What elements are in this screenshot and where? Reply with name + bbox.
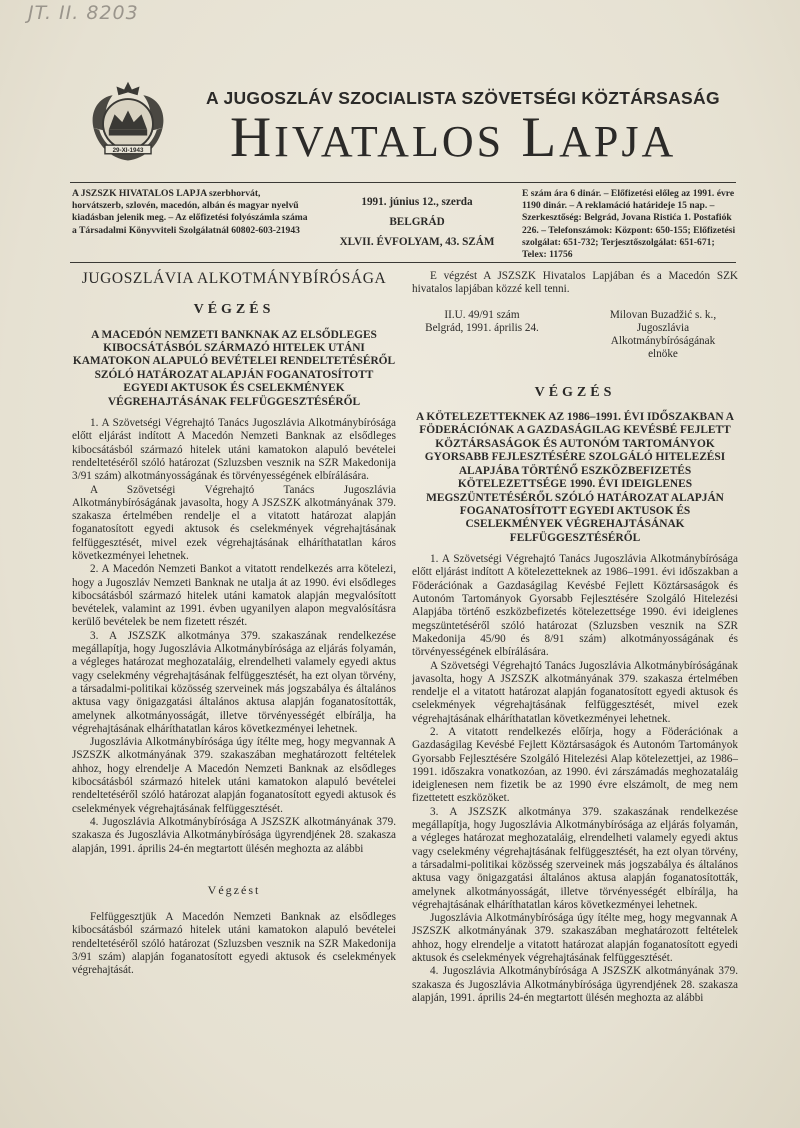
paragraph: Jugoszlávia Alkotmánybírósága úgy ítélte meg, hogy megvannak A JSZSZK alkotmányának 379. szakaszában meghatározott feltételek ahhoz, hogy elrendelje a vitatott határozat alapján foganatosított egyedi aktusok és cselekmények végrehajtásának felfüggesztését. (412, 912, 738, 965)
signatory-name: Milovan Buzadžić s. k., (609, 308, 717, 321)
paragraph: 1. A Szövetségi Végrehajtó Tanács Jugoszlávia Alkotmánybírósága előtt eljárást indított A kötelezetteknek az 1986–1991. évi időszakban a Föderációnak a Gazdaságilag Kevésbé Fejlett Köztársaságok és Autonóm Tartományok Gyorsabb Fejlesztésére Szolgáló Hitelezési Alapjába történő eszközbefizetés kötelezettsége 1990. évi ideiglenes megszüntetéséről szóló határozat (Szluzsben vesznik na SZR Makedonija 45/90 és 8/91 szám) alkotmányosságának és törvényességének elbírálására. (412, 553, 738, 659)
paragraph: 4. Jugoszlávia Alkotmánybírósága A JSZSZK alkotmányának 379. szakasza és Jugoszlávia Alkotmánybírósága ügyrendjének 28. szakasza alapján, 1991. április 24-én megtartott ülésén meghozta az alábbi (72, 815, 396, 855)
case-number: II.U. 49/91 szám (444, 308, 520, 321)
signature-block (412, 309, 738, 362)
right-column (412, 270, 738, 1005)
masthead-title-l: L (521, 106, 560, 169)
issue-number: XLVII. ÉVFOLYAM, 43. SZÁM (339, 236, 495, 248)
paragraph: 4. Jugoszlávia Alkotmánybírósága A JSZSZK alkotmányának 379. szakasza és Jugoszlávia Alkotmánybírósága ügyrendjének 28. szakasza alapján, 1991. április 24-én megtartott ülésén meghozta az alábbi (412, 965, 738, 1004)
decision-heading: A KÖTELEZETTEKNEK AZ 1986–1991. ÉVI IDŐSZAKBAN A FÖDERÁCIÓNAK A GAZDASÁGILAG KEVÉSBÉ FEJLETT KÖZTÁRSASÁGOK ÉS AUTONÓM TARTOMÁNYOK GYORSABB FEJLESZTÉSÉRE SZOLGÁLÓ HITELEZÉSI ALAPJÁBA TÖRTÉNŐ ESZKÖZBEFIZETÉS KÖTELEZETTSÉGE 1990. ÉVI IDEIGLENES MEGSZÜNTETÉSÉRŐL SZÓLÓ HATÁROZAT ALAPJÁN FOGANATOSÍTOTT EGYEDI AKTUSOK ÉS CSELEKMÉNYEK VÉGREHAJTÁSÁNAK FELFÜGGESZTÉSÉRŐL (415, 411, 735, 544)
masthead-title (230, 108, 750, 172)
state-emblem-icon (80, 76, 176, 172)
masthead-title-apja: APJA (559, 117, 677, 166)
decision-title: VÉGZÉS (193, 302, 275, 318)
header-rule-bottom (70, 262, 736, 263)
price-contact-info: E szám ára 6 dinár. – Előfizetési előleg az 1991. évre 1190 dinár. – A reklamáció határideje 15 nap. – Szerkesztőség: Belgrád, Jovana Ristića 1. Postafiók 226. – Telefonszámok: Központ: 650-155; Előfizetési szolgálat: 651-732; Terjesztőszolgálat: 651-671; Telex: 11756 (522, 188, 736, 261)
case-date: Belgrád, 1991. április 24. (425, 321, 539, 334)
decision-heading: A MACEDÓN NEMZETI BANKNAK AZ ELSŐDLEGES KIBOCSÁTÁSBÓL SZÁRMAZÓ HITELEK UTÁNI KAMATOKON ALAPULÓ BEVÉTELEI RENDELTETÉSÉRŐL SZÓLÓ HATÁROZAT ALAPJÁN FOGANATOSÍTOTT EGYEDI AKTUSOK ÉS CSELEKMÉNYEK VÉGREHAJTÁSÁNAK FELFÜGGESZTÉSÉRŐL (72, 328, 396, 408)
signatory-title-line: elnöke (648, 348, 678, 361)
issue-info (322, 192, 512, 252)
issue-place: BELGRÁD (389, 216, 445, 228)
paragraph: 3. A JSZSZK alkotmánya 379. szakaszának rendelkezése megállapítja, hogy Jugoszlávia Alkotmánybírósága az eljárás folyamán, a végleges határozat meghozataláig, elrendelheti valamely egyedi aktus vagy cselekmény végrehajtásának felfüggesztését, ha ezt olyan törvény, a társadalmi-politikai közösség szerveinek más jogszabálya és általános aktusa vagy önigazgatási általános aktusa alapján foganatosították, amelynek alkotmányosságát, illetve törvényességét elbírálja, ha végrehajtásának elháríthatatlan káros következményei lehetnek. (72, 629, 396, 735)
decision-title: VÉGZÉS (534, 384, 616, 400)
court-title: JUGOSZLÁVIA ALKOTMÁNYBÍRÓSÁGA (81, 270, 387, 287)
handwritten-archive-mark: JT. II. 8203 (28, 2, 139, 24)
paragraph: A Szövetségi Végrehajtó Tanács Jugoszlávia Alkotmánybíróságának javasolta, hogy A JSZSZK alkotmányának 379. szakasza értelmében rendelje el a vitatott határozat alapján foganatosított egyedi aktusok és cselekmények végrehajtásának felfüggesztését, mivel ezek végrehajtásának elháríthatatlan következményei lehetnek. (412, 659, 738, 725)
ruling-title: Végzést (207, 882, 261, 897)
signatory (588, 309, 738, 362)
paragraph: 1. A Szövetségi Végrehajtó Tanács Jugoszlávia Alkotmánybírósága előtt eljárást indított A Macedón Nemzeti Banknak az elsődleges kibocsátásból származó hitelek utáni kamatokon alapuló bevételei rendeltetéséről szóló határozat (Szluzsben vesznik na SZR Makedonija 3/91 szám) alkotmányosságának és törvényességének elbírálására. (72, 417, 396, 483)
paragraph: E végzést A JSZSZK Hivatalos Lapjában és a Macedón SZK hivatalos lapjában közzé kell tenni. (412, 270, 738, 296)
left-column (72, 270, 396, 978)
signatory-title-line: Alkotmánybíróságának (610, 335, 716, 348)
emblem-date-text: 29-XI-1943 (112, 146, 144, 154)
signatory-title-line: Jugoszlávia (636, 321, 690, 334)
paragraph: A Szövetségi Végrehajtó Tanács Jugoszlávia Alkotmánybíróságának javasolta, hogy A JSZSZK alkotmányának 379. szakasza értelmében rendelje el a vitatott határozat alapján foganatosított egyedi aktusok és cselekmények végrehajtásának felfüggesztését, mivel ezek végrehajtásának elháríthatatlan káros következményei lehetnek. (72, 483, 396, 562)
case-reference (412, 309, 552, 362)
paragraph: 2. A Macedón Nemzeti Bankot a vitatott rendelkezés arra kötelezi, hogy a Jugoszláv Nemzeti Banknak ne utalja át az 1990. évi elsődleges kibocsátásból származó hitelek utáni kamatok alapján megvalósított bevételek, valamint az 1991. évben ugyanilyen alapon megvalósításra kerülő bevételek be nem fizetett részét. (72, 563, 396, 629)
issue-date: 1991. június 12., szerda (361, 196, 473, 208)
paragraph: Jugoszlávia Alkotmánybírósága úgy ítélte meg, hogy megvannak A JSZSZK alkotmányának 379. szakaszában meghatározott feltételek ahhoz, hogy elrendelje A Macedón Nemzeti Banknak az elsődleges kibocsátásból származó hitelek utáni kamatokon alapuló bevételei rendeltetéséről szóló határozat alapján foganatosított egyedi aktusok és cselekmények végrehajtásának felfüggesztését. (72, 736, 396, 815)
publication-info: A JSZSZK HIVATALOS LAPJA szerbhorvát, horvátszerb, szlovén, macedón, albán és magyar nyelvű kiadásban jelenik meg. – Az előfizetési folyószámla száma a Társadalmi Könyvviteli Szolgálatnál 60802-603-21943 (72, 188, 308, 236)
paragraph: Felfüggesztjük A Macedón Nemzeti Banknak az elsődleges kibocsátásból származó hitelek utáni kamatokon alapuló bevételei rendeltetéséről szóló határozat (Szluzsben vesznik na SZR Makedonija 3/91 szám) alapján foganatosított egyedi aktusok és cselekmények végrehajtását. (72, 911, 396, 977)
masthead-title-h: H (230, 106, 275, 169)
masthead-title-ivatalos: IVATALOS (274, 117, 505, 166)
paragraph: 3. A JSZSZK alkotmánya 379. szakaszának rendelkezése megállapítja, hogy Jugoszlávia Alkotmánybírósága az eljárás folyamán, a végleges határozat meghozataláig, elrendelheti valamely egyedi aktus vagy cselekmény végrehajtásának felfüggesztését, ha ezt olyan törvény, a társadalmi-politikai közösség szerveinek más jogszabálya és általános aktusa vagy önigazgatási általános aktusa alapján foganatosították, amelynek alkotmányosságát, illetve törvényességét elbírálja, ha végrehajtásának elháríthatatlan káros következményei lehetnek. (412, 805, 738, 911)
header-rule-top (70, 182, 736, 183)
masthead-subtitle: A JUGOSZLÁV SZOCIALISTA SZÖVETSÉGI KÖZTÁRSASÁG (206, 88, 720, 108)
paragraph: 2. A vitatott rendelkezés előírja, hogy a Föderációnak a Gazdaságilag Kevésbé Fejlett Köztársaságok és Autonóm Tartományok Gyorsabb Fejlesztésére Szolgáló Hitelezési Alap kötelezettjei, az 1986–1991. időszakra vonatkozóan, az 1990. évi zárszámadás meghozataláig ideiglenesen nem fizetik be az 1990 évre elszámolt, de meg nem fizettetett eszközöket. (412, 726, 738, 805)
